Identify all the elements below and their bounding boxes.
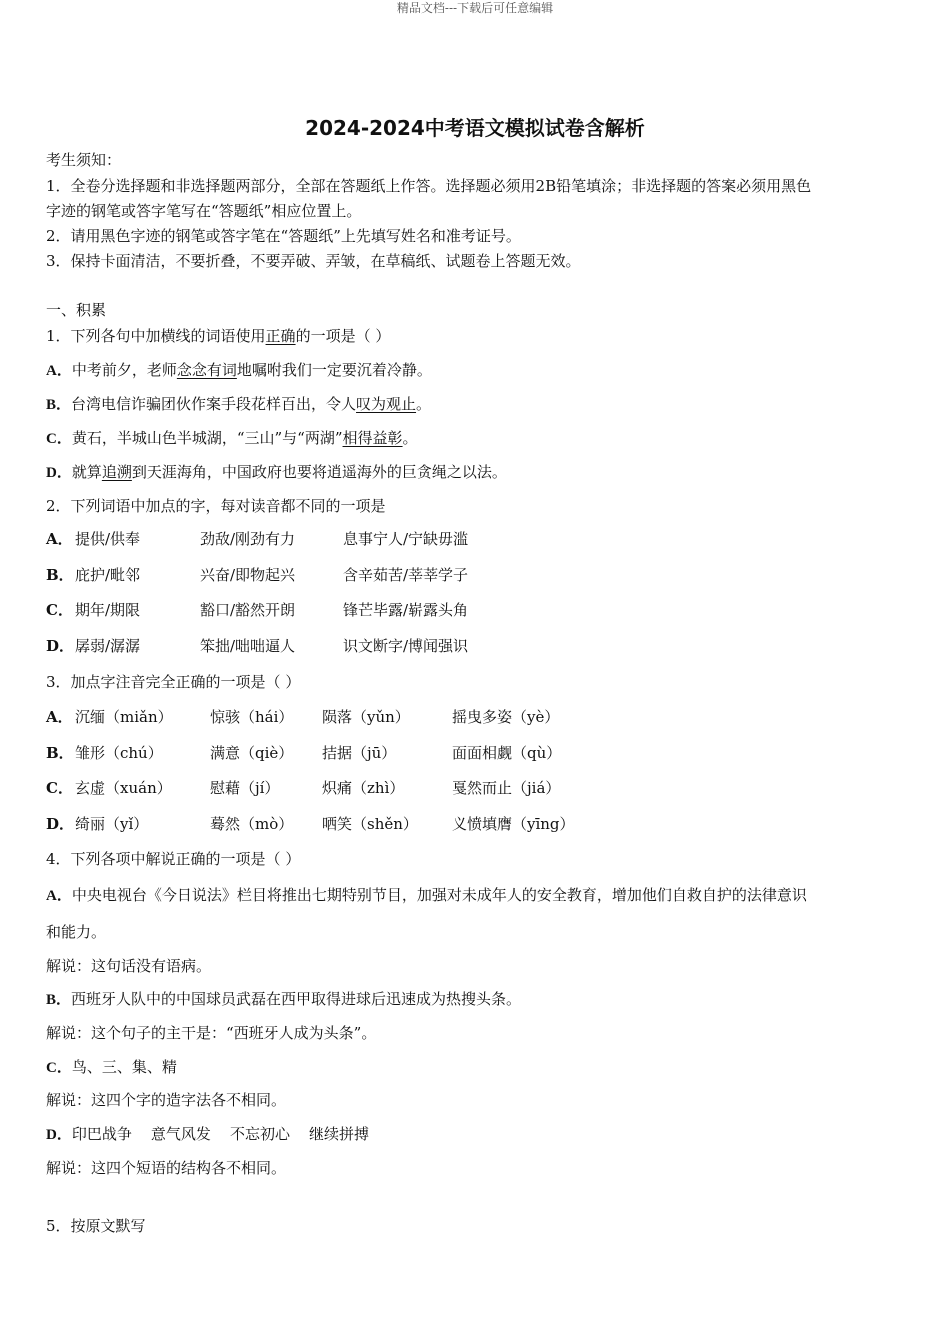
q3-row-4-c3: 哂笑（shěn） [322, 815, 418, 833]
q3-row-4-c2: 蓦然（mò） [210, 815, 294, 833]
q3-row-3-c2: 慰藉（jí） [210, 779, 280, 797]
q3-row-4-label[interactable]: D． [46, 815, 75, 833]
q4-option-a-cont: 和能力。 [46, 923, 107, 941]
q1-option-c[interactable]: C．黄石，半城山色半城湖，“三山”与“两湖”相得益彰。 [46, 429, 418, 447]
q3-row-3-c1: 玄虚（xuán） [75, 779, 172, 797]
q3-row-3-c4: 戛然而止（jiá） [452, 779, 561, 797]
q2-stem: 2．下列词语中加点的字，每对读音都不同的一项是 [46, 497, 386, 515]
q2-row-1-c1: 提供/供奉 [75, 530, 141, 548]
q4-option-b[interactable]: B．西班牙人队中的中国球员武磊在西甲取得进球后迅速成为热搜头条。 [46, 990, 522, 1008]
page-title: 2024-2024中考语文模拟试卷含解析 [305, 116, 645, 140]
q3-row-2-c4: 面面相觑（qù） [452, 744, 562, 762]
q2-row-2-c2: 兴奋/即物起兴 [200, 566, 296, 584]
q3-row-4-c4: 义愤填膺（yīng） [452, 815, 575, 833]
notice-line-3: 3．保持卡面清洁，不要折叠，不要弄破、弄皱，在草稿纸、试题卷上答题无效。 [46, 252, 581, 270]
q2-row-4-c3: 识文断字/博闻强识 [343, 637, 469, 655]
q3-row-1-label[interactable]: A． [46, 708, 73, 726]
q4-d-explanation: 解说：这四个短语的结构各不相同。 [46, 1159, 287, 1177]
q3-row-2-c1: 雏形（chú） [75, 744, 163, 762]
notice-line-2: 2．请用黑色字迹的钢笔或答字笔在“答题纸”上先填写姓名和准考证号。 [46, 227, 521, 245]
q4-option-c[interactable]: C．鸟、三、集、精 [46, 1058, 177, 1076]
q1-stem: 1．下列各句中加横线的词语使用正确的一项是（ ） [46, 327, 391, 345]
q2-row-3-c3: 锋芒毕露/崭露头角 [343, 601, 469, 619]
q3-row-1-c2: 惊骇（hái） [210, 708, 294, 726]
section-heading: 一、积累 [46, 301, 107, 319]
notice-heading: 考生须知： [46, 151, 122, 169]
q2-row-2-c1: 庇护/毗邻 [75, 566, 141, 584]
q3-row-2-c3: 拮据（jū） [322, 744, 397, 762]
q2-row-1-label[interactable]: A． [46, 530, 73, 548]
header-note: 精品文档---下载后可任意编辑 [396, 1, 554, 15]
q3-row-2-c2: 满意（qiè） [210, 744, 294, 762]
q2-row-3-label[interactable]: C． [46, 601, 73, 619]
q3-stem: 3．加点字注音完全正确的一项是（ ） [46, 673, 301, 691]
q3-row-4-c1: 绮丽（yǐ） [75, 815, 149, 833]
q1-option-a[interactable]: A．中考前夕，老师念念有词地嘱咐我们一定要沉着冷静。 [46, 361, 432, 379]
q3-row-1-c1: 沉缅（miǎn） [75, 708, 173, 726]
q4-stem: 4．下列各项中解说正确的一项是（ ） [46, 850, 301, 868]
q4-option-d[interactable]: D．印巴战争 意气风发 不忘初心 继续拼搏 [46, 1125, 370, 1143]
notice-line-1b: 字迹的钢笔或答字笔写在“答题纸”相应位置上。 [46, 202, 362, 220]
q3-row-3-label[interactable]: C． [46, 779, 73, 797]
q1-option-b[interactable]: B．台湾电信诈骗团伙作案手段花样百出，令人叹为观止。 [46, 395, 432, 413]
q2-row-4-c1: 孱弱/潺潺 [75, 637, 141, 655]
q2-row-4-label[interactable]: D． [46, 637, 75, 655]
notice-line-1a: 1．全卷分选择题和非选择题两部分，全部在答题纸上作答。选择题必须用2B铅笔填涂；非选择题的答案必须用黑色 [46, 177, 812, 195]
q3-row-1-c4: 摇曳多姿（yè） [452, 708, 560, 726]
q4-c-explanation: 解说：这四个字的造字法各不相同。 [46, 1091, 287, 1109]
q2-row-3-c1: 期年/期限 [75, 601, 141, 619]
q2-row-1-c2: 劲敌/刚劲有力 [200, 530, 296, 548]
q3-row-3-c3: 炽痛（zhì） [322, 779, 405, 797]
q4-b-explanation: 解说：这个句子的主干是：“西班牙人成为头条”。 [46, 1024, 377, 1042]
q2-row-1-c3: 息事宁人/宁缺毋滥 [343, 530, 469, 548]
q3-row-2-label[interactable]: B． [46, 744, 74, 762]
q4-a-explanation: 解说：这句话没有语病。 [46, 957, 212, 975]
q5-stem: 5．按原文默写 [46, 1217, 146, 1235]
q2-row-2-c3: 含辛茹苦/莘莘学子 [343, 566, 469, 584]
q2-row-2-label[interactable]: B． [46, 566, 74, 584]
q2-row-3-c2: 豁口/豁然开朗 [200, 601, 296, 619]
q3-row-1-c3: 陨落（yǔn） [322, 708, 410, 726]
q1-option-d[interactable]: D．就算追溯到天涯海角，中国政府也要将逍遥海外的巨贪绳之以法。 [46, 463, 507, 481]
q4-option-a[interactable]: A．中央电视台《今日说法》栏目将推出七期特别节目，加强对未成年人的安全教育，增加他们自救自护的法律意识 [46, 886, 807, 904]
q2-row-4-c2: 笨拙/咄咄逼人 [200, 637, 296, 655]
